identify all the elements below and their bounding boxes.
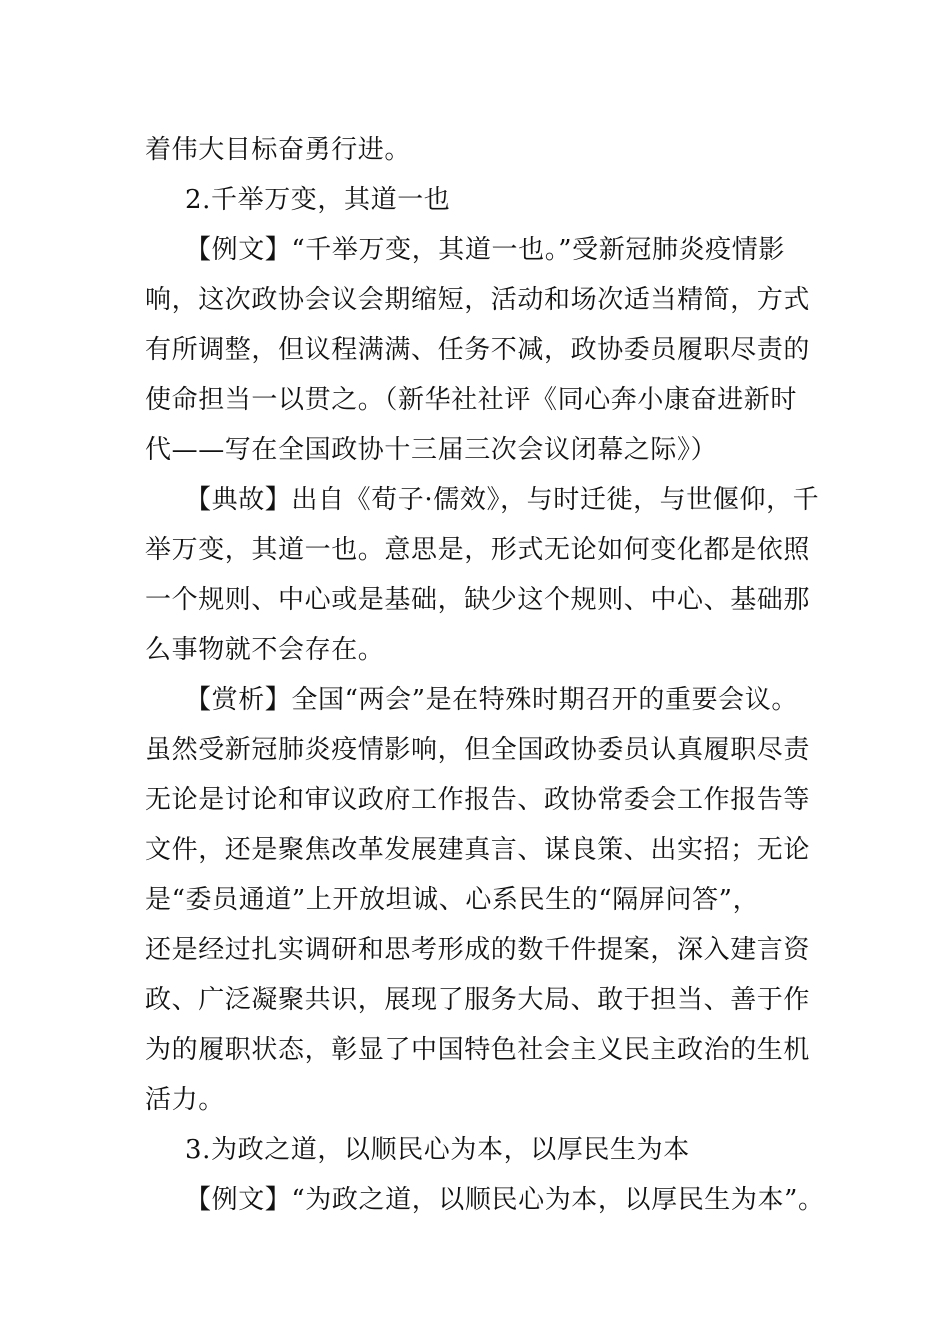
paragraph-line: 政、广泛凝聚共识，展现了服务大局、敢于担当、善于作 [145,985,811,1015]
paragraph-line: 使命担当一以贯之。（新华社社评《同心奔小康奋进新时 [145,385,798,415]
paragraph-line: 为的履职状态，彰显了中国特色社会主义民主政治的生机 [145,1035,811,1065]
paragraph-line: 虽然受新冠肺炎疫情影响，但全国政协委员认真履职尽责 [145,735,811,765]
paragraph-line: 有所调整，但议程满满、任务不减，政协委员履职尽责的 [145,335,811,365]
section-heading: 2.千举万变，其道一也 [185,185,451,215]
paragraph-line: 着伟大目标奋勇行进。 [145,135,412,165]
paragraph-line: 么事物就不会存在。 [145,635,385,665]
paragraph-line: 【例文】“为政之道，以顺民心为本，以厚民生为本”。 [185,1185,825,1215]
paragraph-line: 【例文】“千举万变，其道一也。”受新冠肺炎疫情影 [185,235,785,265]
paragraph-line: 举万变，其道一也。意思是，形式无论如何变化都是依照 [145,535,811,565]
paragraph-line: 活力。 [145,1085,225,1115]
paragraph-line: 还是经过扎实调研和思考形成的数千件提案，深入建言资 [145,935,811,965]
paragraph-line: 一个规则、中心或是基础，缺少这个规则、中心、基础那 [145,585,811,615]
paragraph-line: 【典故】出自《荀子·儒效》，与时迁徙，与世偃仰，千 [185,485,820,515]
paragraph-line: 【赏析】全国“两会”是在特殊时期召开的重要会议。 [185,685,798,715]
paragraph-line: 代——写在全国政协十三届三次会议闭幕之际》） [145,435,718,465]
paragraph-line: 文件，还是聚焦改革发展建真言、谋良策、出实招；无论 [145,835,811,865]
paragraph-line: 响，这次政协会议会期缩短，活动和场次适当精简，方式 [145,285,811,315]
paragraph-line: 是“委员通道”上开放坦诚、心系民生的“隔屏问答”， [145,885,760,915]
paragraph-line: 无论是讨论和审议政府工作报告、政协常委会工作报告等 [145,785,811,815]
section-heading: 3.为政之道，以顺民心为本，以厚民生为本 [185,1135,690,1165]
